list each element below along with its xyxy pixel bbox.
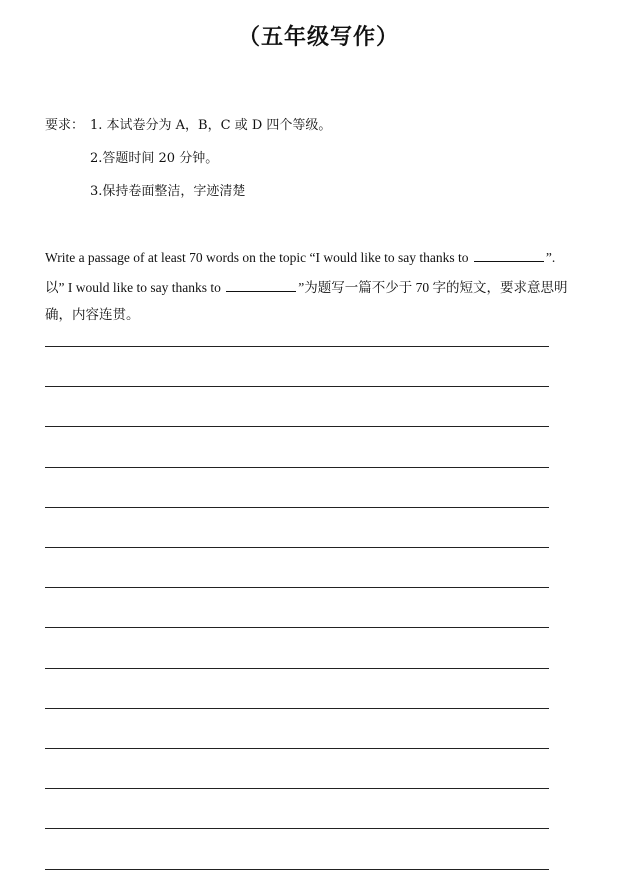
topic-blank-chinese[interactable] — [226, 290, 296, 292]
prompt-english-line — [45, 250, 585, 266]
writing-line[interactable] — [45, 467, 549, 468]
prompt-chinese-text-end: ”为题写一篇不少于 70 字的短文，要求意思明 — [298, 280, 568, 295]
writing-line[interactable] — [45, 507, 549, 508]
writing-line[interactable] — [45, 627, 549, 628]
prompt-english-end: ”. — [545, 250, 556, 265]
writing-line[interactable] — [45, 788, 549, 789]
prompt-chinese-line — [45, 276, 585, 296]
writing-line[interactable] — [45, 748, 549, 749]
requirement-item-3: 3.保持卷面整洁，字迹清楚 — [90, 184, 246, 199]
page-title: （五年级写作） — [237, 25, 399, 50]
prompt-chinese-line-2: 确，内容连贯。 — [45, 307, 140, 322]
writing-line[interactable] — [45, 426, 549, 427]
writing-line[interactable] — [45, 386, 549, 387]
requirements-label: 要求： — [45, 118, 85, 133]
topic-blank-english[interactable] — [474, 260, 544, 262]
writing-line[interactable] — [45, 346, 549, 347]
requirement-item-1: 1. 本试卷分为 A，B，C 或 D 四个等级。 — [90, 118, 332, 133]
writing-line[interactable] — [45, 869, 549, 870]
requirement-item-2: 2.答题时间 20 分钟。 — [90, 151, 219, 166]
writing-line[interactable] — [45, 828, 549, 829]
writing-line[interactable] — [45, 547, 549, 548]
writing-line[interactable] — [45, 587, 549, 588]
writing-line[interactable] — [45, 668, 549, 669]
prompt-english-text: Write a passage of at least 70 words on the topic “I would like to say thanks to — [45, 250, 469, 265]
writing-line[interactable] — [45, 708, 549, 709]
prompt-chinese-text-start: 以” I would like to say thanks to — [45, 280, 221, 295]
